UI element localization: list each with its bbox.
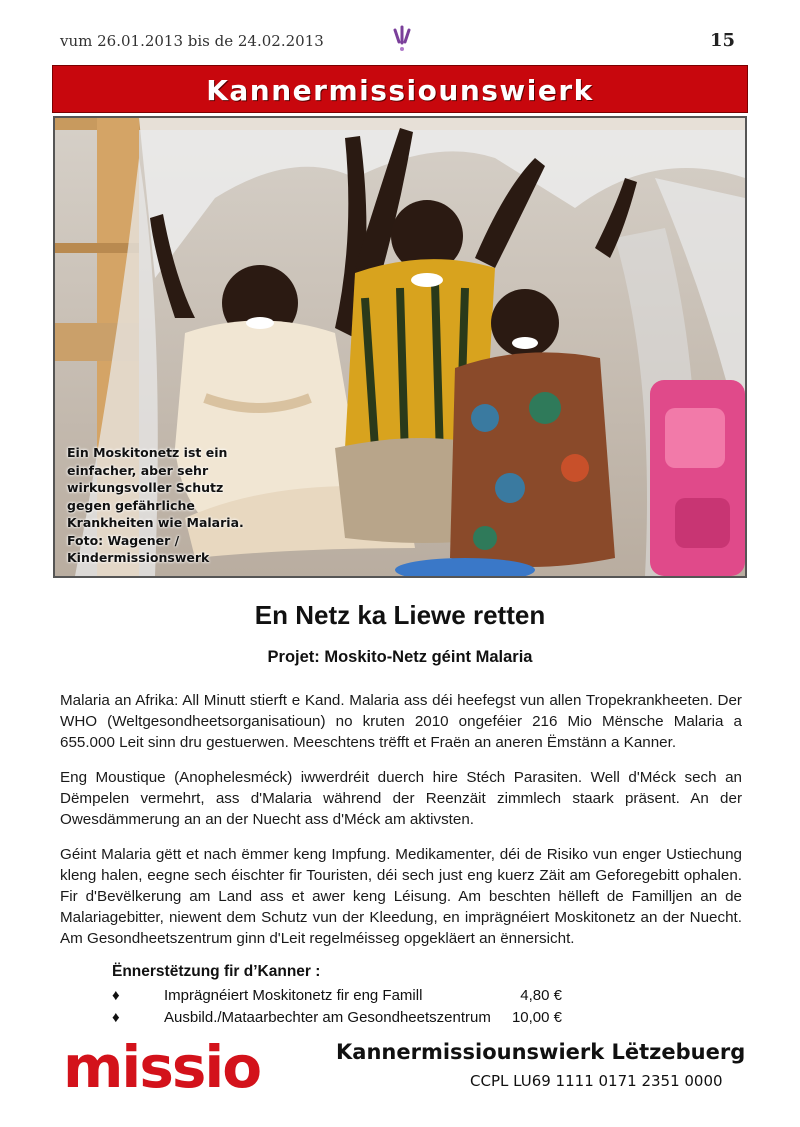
missio-logo-text: missio [63,1033,261,1101]
article-title: En Netz ka Liewe retten [254,600,546,630]
diamond-bullet-icon: ♦ [112,987,120,1004]
support-item-price: 10,00 € [511,1009,562,1026]
support-item [112,1009,562,1029]
children-mosquito-net-photo [53,116,747,578]
footer-account-number: CCPL LU69 1111 0171 2351 0000 [470,1072,723,1090]
article-paragraph: Eng Moustique (Anophelesméck) iwwerdréit duerch hire Stéch Parasiten. Well d'Méck sech an Dëmpelen vermehrt, ass d'Malaria während der Reenzäit zimmlech staark präsent. An der Owesdämmerung an an der Nuecht ass d'Méck am aktivsten. [60,769,742,828]
support-item-price: 4,80 € [520,987,562,1004]
photo-caption: Ein Moskitonetz ist ein einfacher, aber sehr wirkungsvoller Schutz gegen gefährliche Krankheiten wie Malaria. Foto: Wagener / Kindermissionswerk [67,445,244,565]
diamond-bullet-icon: ♦ [112,1009,120,1026]
page-number: 15 [709,30,735,51]
support-item [112,987,562,1007]
article-paragraph: Géint Malaria gëtt et nach ëmmer keng Impfung. Medikamenter, déi de Risiko vun enger Ustiechung kleng halen, eegne sech éischter fir Touristen, déi sech just eng kuerz Zäit am Geforegebitt ophalen. Fir d'Bevëlkerung am Land ass et awer keng Léisung. Am beschten hëlleft de Familljen an de Malariagebitter, niewent dem Schutz vun der Kleedung, en imprägnéiert Moskitonetz an der Nuecht. Am Gesondheetszentrum ginn d'Leit regelméisseg opgekläert an ënnersicht. [60,846,742,947]
article-subtitle: Projet: Moskito-Netz géint Malaria [267,648,533,666]
missio-logo [63,1033,263,1101]
support-item-label: Imprägnéiert Moskitonetz fir eng Famill [164,987,423,1004]
footer-organisation: Kannermissiounswierk Lëtzebuerg [336,1040,746,1064]
dove-logo-icon [386,24,418,56]
article-paragraph: Malaria an Afrika: All Minutt stierft e Kand. Malaria ass déi heefegst vun allen Tropekrankheeten. Der WHO (Weltgesondheetsorganisatioun) no kruten 2010 ongeféier 216 Mio Mënsche Malaria a 655.000 Leit sinn dru gestuerwen. Meeschtens trëfft et Fraën an aneren Ëmstänn a Kanner. [60,692,742,751]
header-date-range: vum 26.01.2013 bis de 24.02.2013 [60,32,324,50]
support-title: Ënnerstëtzung fir d’Kanner : [112,963,321,980]
banner-title: Kannermissiounswierk [206,74,594,107]
support-item-label: Ausbild./Mataarbechter am Gesondheetszentrum [164,1009,491,1026]
section-banner [52,65,748,113]
